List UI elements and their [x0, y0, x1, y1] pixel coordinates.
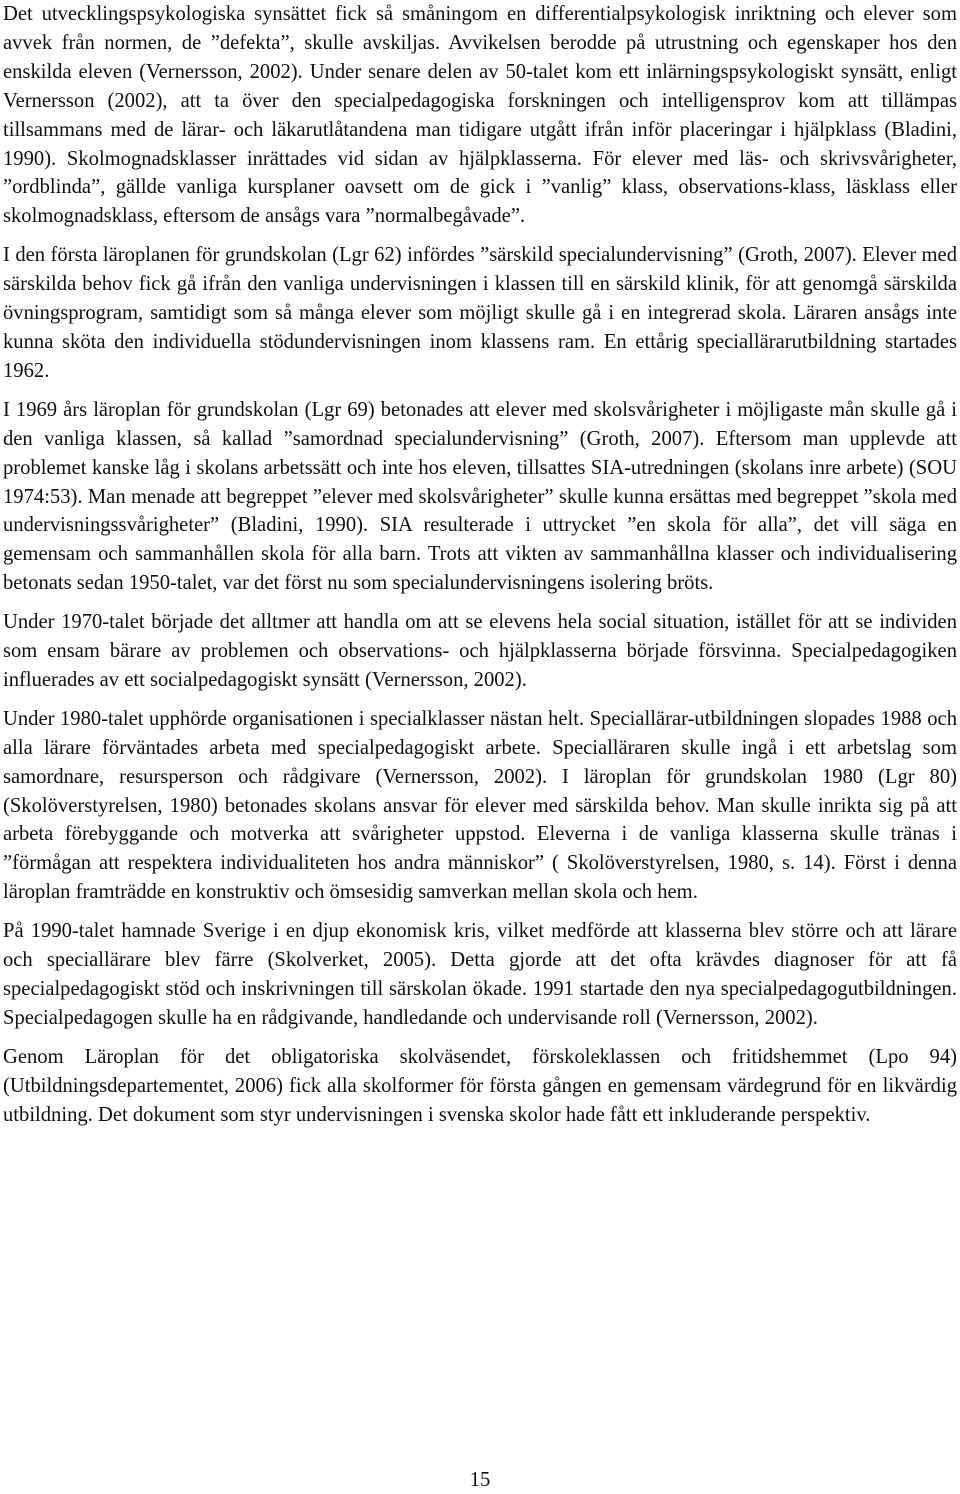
page-number: 15: [469, 1469, 491, 1491]
paragraph-5: Under 1980-talet upphörde organisationen i specialklasser nästan helt. Speciallärar-utbildningen slopades 1988 och alla lärare förväntades arbeta med specialpedagogiskt arbete. Specialläraren skulle ingå i ett arbetslag som samordnare, resursperson och rådgivare (Vernersson, 2002). I läroplan för grundskolan 1980 (Lgr 80) (Skolöverstyrelsen, 1980) betonades skolans ansvar för elever med särskilda behov. Man skulle inrikta sig på att arbeta förebyggande och motverka att svårigheter uppstod. Eleverna i de vanliga klasserna skulle tränas i ”förmågan att respektera individualiteten hos andra människor” ( Skolöverstyrelsen, 1980, s. 14). Först i denna läroplan framträdde en konstruktiv och ömsesidig samverkan mellan skola och hem.: [3, 707, 957, 904]
paragraph-1: Det utvecklingspsykologiska synsättet fick så småningom en differentialpsykologisk inriktning och elever som avvek från normen, de ”defekta”, skulle avskiljas. Avvikelsen berodde på utrustning och egenskaper hos den enskilda eleven (Vernersson, 2002). Under senare delen av 50-talet kom ett inlärningspsykologiskt synsätt, enligt Vernersson (2002), att ta över den specialpedagogiska forskningen och intelligensprov kom att tillämpas tillsammans med de lärar- och läkarutlåtandena man tidigare utgått ifrån inför placeringar i hjälpklass (Bladini, 1990). Skolmognadsklasser inrättades vid sidan av hjälpklasserna. För elever med läs- och skrivsvårigheter, ”ordblinda”, gällde vanliga kursplaner oavsett om de gick i ”vanlig” klass, observations-klass, läsklass eller skolmognadsklass, eftersom de ansågs vara ”normalbegåvade”.: [3, 3, 957, 228]
paragraph-6: På 1990-talet hamnade Sverige i en djup ekonomisk kris, vilket medförde att klasserna blev större och att lärare och speciallärare blev färre (Skolverket, 2005). Detta gjorde att det ofta krävdes diagnoser för att få specialpedagogiskt stöd och inskrivningen till särskolan ökade. 1991 startade den nya specialpedagogutbildningen. Specialpedagogen skulle ha en rådgivande, handledande och undervisande roll (Vernersson, 2002).: [3, 920, 957, 1029]
paragraph-2: I den första läroplanen för grundskolan (Lgr 62) infördes ”särskild specialundervisning” (Groth, 2007). Elever med särskilda behov fick gå ifrån den vanliga undervisningen i klassen till en särskild klinik, för att genomgå särskilda övningsprogram, samtidigt som så många elever som möjligt skulle gå i en integrerad skola. Läraren ansågs inte kunna sköta den individuella stödundervisningen inom klassens ram. En ettårig speciallärarutbildning startades 1962.: [3, 244, 957, 382]
paragraph-7: Genom Läroplan för det obligatoriska skolväsendet, förskoleklassen och fritidshemmet (Lpo 94) (Utbildningsdepartementet, 2006) fick alla skolformer för första gången en gemensam värdegrund för en likvärdig utbildning. Det dokument som styr undervisningen i svenska skolor hade fått ett inkluderande perspektiv.: [3, 1045, 957, 1126]
paragraph-4: Under 1970-talet började det alltmer att handla om att se elevens hela social situation, istället för att se individen som ensam bärare av problemen och observations- och hjälpklasserna började försvinna. Specialpedagogiken influerades av ett socialpedagogiskt synsätt (Vernersson, 2002).: [3, 611, 957, 691]
paragraph-3: I 1969 års läroplan för grundskolan (Lgr 69) betonades att elever med skolsvårigheter i möjligaste mån skulle gå i den vanliga klassen, så kallad ”samordnad specialundervisning” (Groth, 2007). Eftersom man upplevde att problemet kanske låg i skolans arbetssätt och inte hos eleven, tillsattes SIA-utredningen (skolans inre arbete) (SOU 1974:53). Man menade att begreppet ”elever med skolsvårigheter” skulle kunna ersättas med begreppet ”skola med undervisningssvårigheter” (Bladini, 1990). SIA resulterade i uttrycket ”en skola för alla”, det vill säga en gemensam och sammanhållen skola för alla barn. Trots att vikten av sammanhållna klasser och individualisering betonats sedan 1950-talet, var det först nu som specialundervisningens isolering bröts.: [3, 398, 957, 595]
